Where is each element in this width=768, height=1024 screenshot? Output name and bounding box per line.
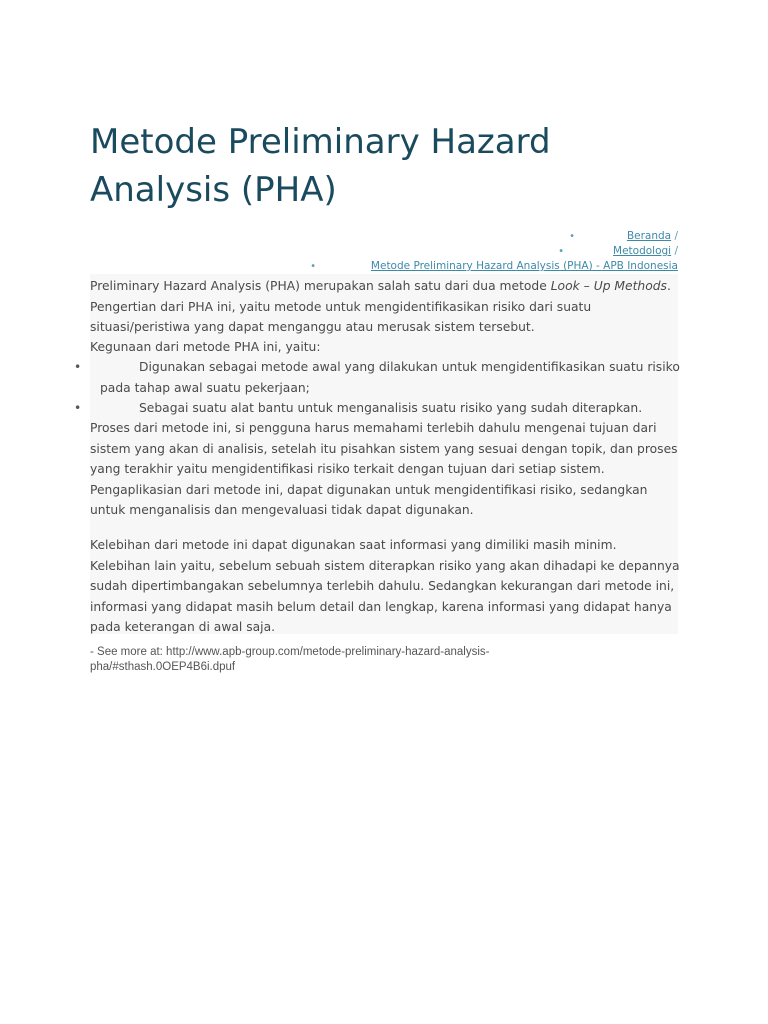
intro-text-start: Preliminary Hazard Analysis (PHA) merupakan salah satu dari dua metode xyxy=(90,279,551,293)
intro-paragraph xyxy=(90,276,680,338)
bullet-icon: • xyxy=(310,261,316,272)
source-note: - See more at: http://www.apb-group.com/metode-preliminary-hazard-analysis-pha/#sthash.0OEP4B6i.dpuf xyxy=(90,646,490,673)
intro-text-end: . Pengertian dari PHA ini, yaitu metode untuk mengidentifikasikan risiko dari suatu situasi/peristiwa yang dapat menganggu atau merusak sistem tersebut. xyxy=(90,279,671,334)
list-item-text: Digunakan sebagai metode awal yang dilakukan untuk mengidentifikasikan suatu risiko pada tahap awal suatu pekerjaan; xyxy=(100,360,680,395)
intro-emphasis: Look – Up Methods xyxy=(550,279,667,293)
process-paragraph: Proses dari metode ini, si pengguna harus memahami terlebih dahulu mengenai tujuan dari sistem yang akan di analisis, setelah itu pisahkan sistem yang sesuai dengan topik, dan proses yang terakhir yaitu mengidentifikasi risiko terkait dengan tujuan dari setiap sistem. Pengaplikasian dari metode ini, dapat digunakan untuk mengidentifikasi risiko, sedangkan untuk menganalisis dan mengevaluasi tidak dapat digunakan. xyxy=(90,421,678,517)
uses-heading: Kegunaan dari metode PHA ini, yaitu: xyxy=(90,340,321,354)
breadcrumb-separator: / xyxy=(671,230,678,242)
breadcrumb xyxy=(310,229,678,274)
list-item-text: Sebagai suatu alat bantu untuk menganalisis suatu risiko yang sudah diterapkan. xyxy=(139,401,643,415)
bullet-icon: • xyxy=(569,231,575,242)
page-title: Metode Preliminary Hazard Analysis (PHA) xyxy=(90,122,551,210)
breadcrumb-link-metodologi[interactable]: Metodologi xyxy=(613,245,672,257)
bullet-icon: • xyxy=(74,401,82,415)
breadcrumb-link-beranda[interactable]: Beranda xyxy=(626,230,672,242)
list-item xyxy=(70,357,680,398)
bullet-icon: • xyxy=(74,360,82,374)
breadcrumb-item-beranda xyxy=(371,229,678,244)
breadcrumb-item-metodologi xyxy=(371,244,678,259)
breadcrumb-separator: / xyxy=(671,245,678,257)
breadcrumb-link-current[interactable]: Metode Preliminary Hazard Analysis (PHA) - APB Indonesia xyxy=(370,260,678,272)
bullet-icon: • xyxy=(558,246,564,257)
advantages-paragraph: Kelebihan dari metode ini dapat digunakan saat informasi yang dimiliki masih minim. Kelebihan lain yaitu, sebelum sebuah sistem diterapkan risiko yang akan dihadapi ke depannya sudah dipertimbangakan sebelumnya terlebih dahulu. Sedangkan kekurangan dari metode ini, informasi yang didapat masih belum detail dan lengkap, karena informasi yang didapat hanya pada keterangan di awal saja. xyxy=(90,538,680,634)
list-item xyxy=(70,398,680,419)
breadcrumb-item-current xyxy=(310,259,678,274)
uses-list xyxy=(70,357,680,419)
